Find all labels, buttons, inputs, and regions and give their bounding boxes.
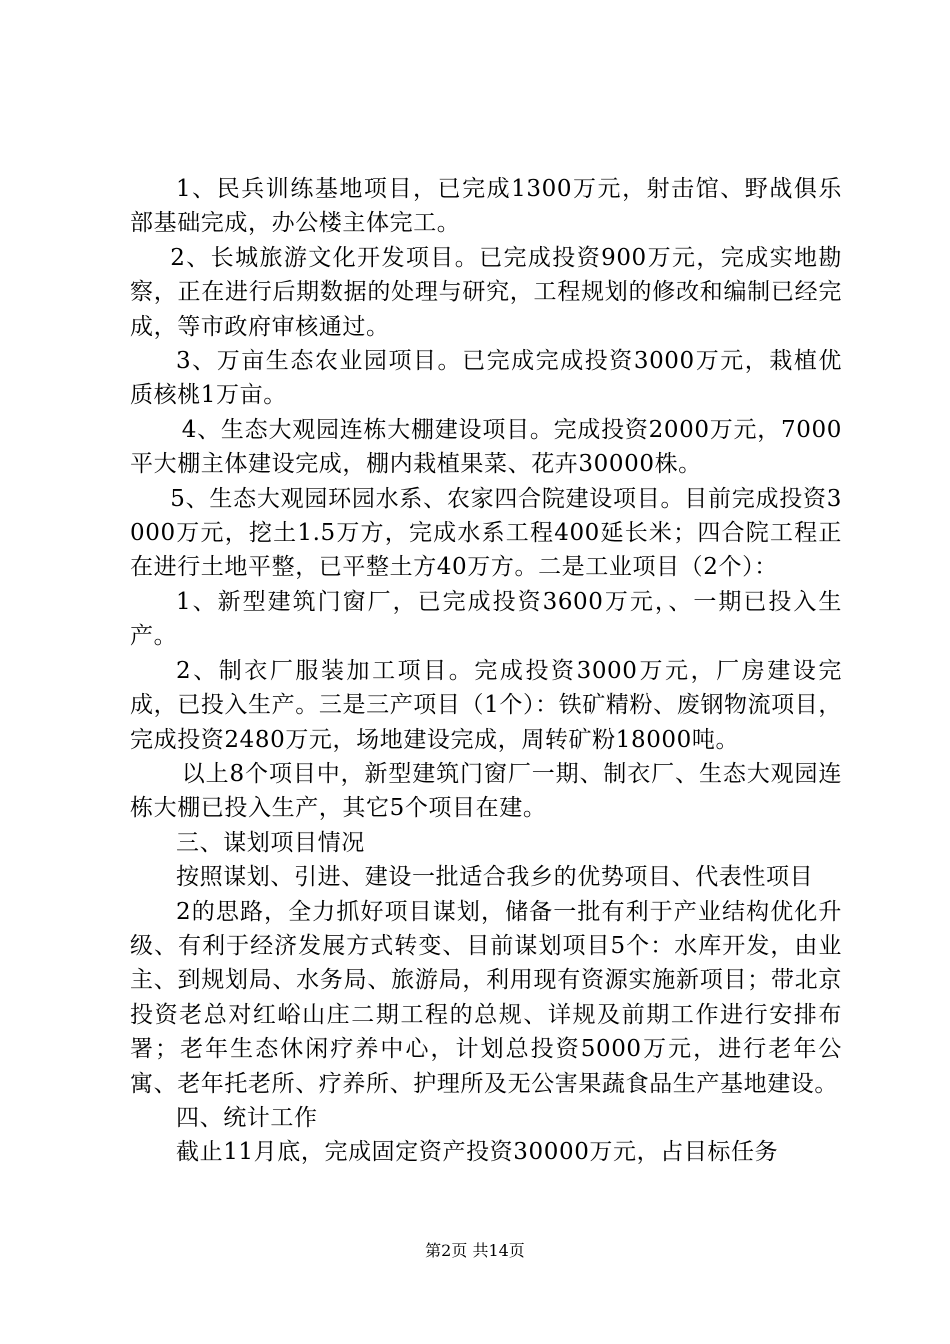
paragraph-militia-base: 1、民兵训练基地项目，已完成1300万元，射击馆、野战俱乐部基础完成，办公楼主体完工。 [130, 176, 842, 237]
paragraph-planning-detail: 2的思路，全力抓好项目谋划，储备一批有利于产业结构优化升级、有利于经济发展方式转变、目前谋划项目5个：水库开发，由业主、到规划局、水务局、旅游局，利用现有资源实施新项目；带北京投资老总对红峪山庄二期工程的总规、详规及前期工作进行安排布署；老年生态休闲疗养中心，计划总投资5000万元，进行老年公寓、老年托老所、疗养所、护理所及无公害果蔬食品生产基地建设。 [130, 898, 842, 1097]
paragraph-planning-intro: 按照谋划、引进、建设一批适合我乡的优势项目、代表性项目 [176, 864, 814, 891]
paragraph-garment-factory: 2、制衣厂服装加工项目。完成投资3000万元，厂房建设完成，已投入生产。三是三产项目（1个）：铁矿精粉、废钢物流项目，完成投资2480万元，场地建设完成，周转矿粉18000吨。 [130, 657, 842, 753]
paragraph-statistics: 截止11月底，完成固定资产投资30000万元，占目标任务 [176, 1139, 779, 1166]
paragraph-summary: 以上8个项目中，新型建筑门窗厂一期、制衣厂、生态大观园连栋大棚已投入生产，其它5个项目在建。 [130, 760, 842, 822]
section-heading-planning: 三、谋划项目情况 [176, 829, 365, 856]
paragraph-window-factory: 1、新型建筑门窗厂，已完成投资3600万元，、一期已投入生产。 [130, 588, 842, 650]
paragraph-greenhouse: 4、生态大观园连栋大棚建设项目。完成投资2000万元，7000平大棚主体建设完成，棚内栽植果菜、花卉30000株。 [130, 416, 842, 478]
paragraph-eco-agriculture: 3、万亩生态农业园项目。已完成完成投资3000万元，栽植优质核桃1万亩。 [130, 348, 842, 409]
document-body [130, 172, 842, 1170]
paragraph-great-wall-tourism: 2、长城旅游文化开发项目。已完成投资900万元，完成实地勘察，正在进行后期数据的处理与研究，工程规划的修改和编制已经完成，等市政府审核通过。 [130, 244, 842, 340]
section-heading-statistics: 四、统计工作 [176, 1104, 318, 1131]
page-footer: 第2页 共14页 [425, 1241, 525, 1260]
paragraph-water-system: 5、生态大观园环园水系、农家四合院建设项目。目前完成投资3000万元，挖土1.5万方，完成水系工程400延长米；四合院工程正在进行土地平整，已平整土方40万方。二是工业项目（2个）： [130, 485, 842, 581]
